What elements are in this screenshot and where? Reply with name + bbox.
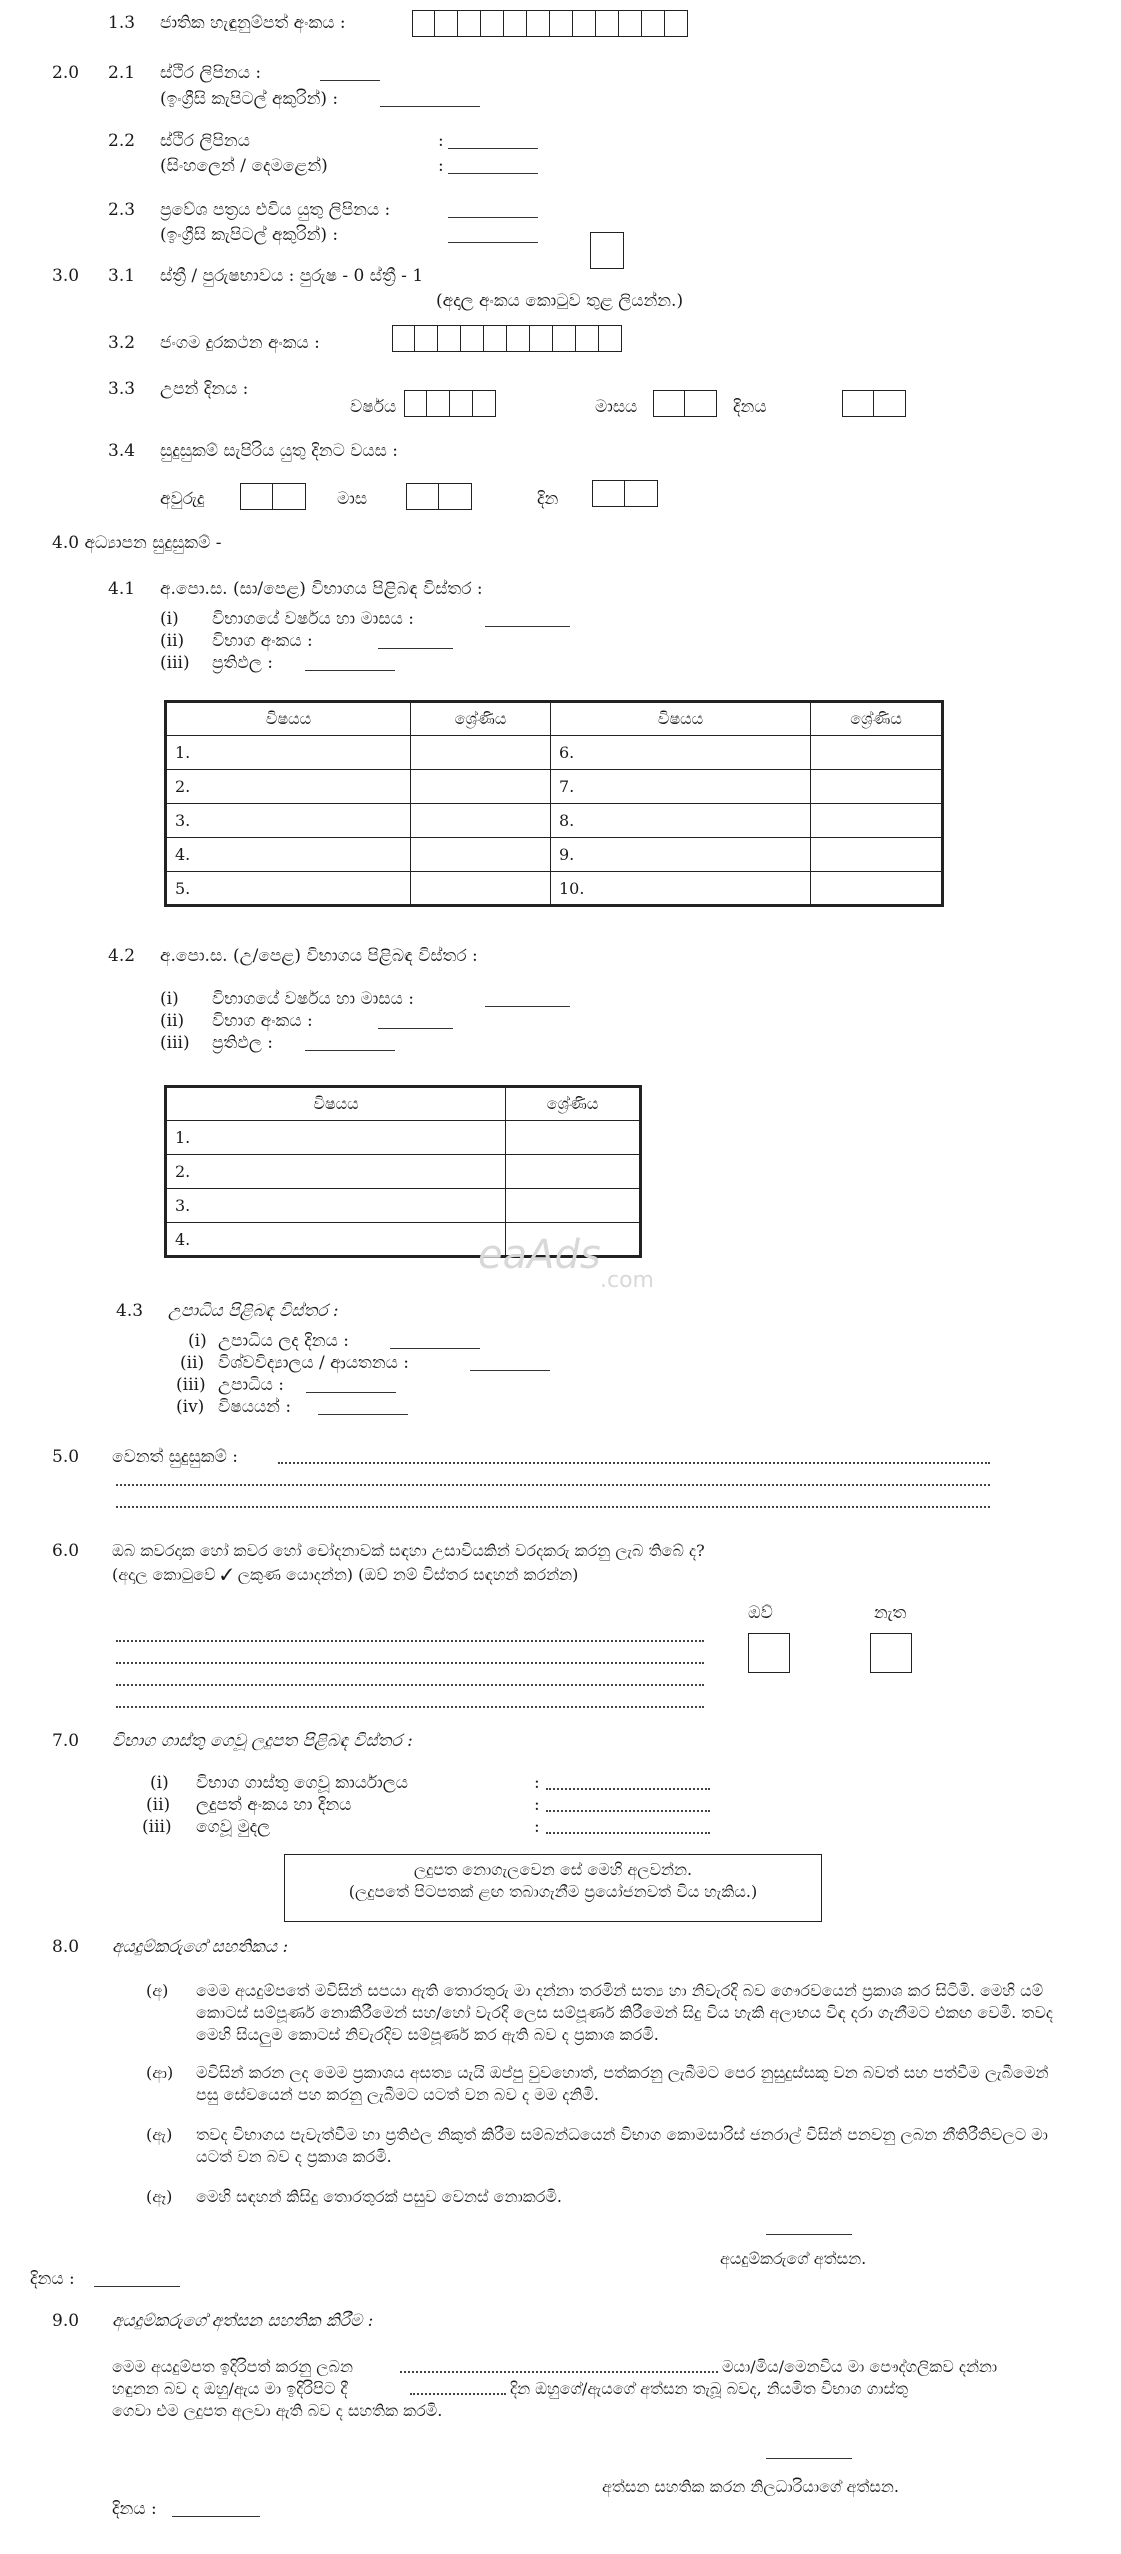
section-3-3-number: 3.3 <box>108 379 136 399</box>
degree-item-num: (iii) <box>176 1375 206 1395</box>
gender-label: ස්ත්‍රී / පුරුෂභාවය : පුරුෂ - 0 ස්ත්‍රී - 1 <box>160 266 424 286</box>
admission-address-label: ප්‍රවේශ පත්‍රය එවිය යුතු ලිපිනය : <box>160 200 391 220</box>
permanent-address-en-line[interactable] <box>320 80 380 81</box>
admission-address-line[interactable] <box>448 217 538 218</box>
other-qualifications-line-2[interactable] <box>116 1484 990 1486</box>
dob-day-label: දිනය <box>733 397 767 417</box>
declaration-item-num: (ඇ) <box>146 2125 173 2144</box>
certification-line-2b: දින ඔහුගේ/ඇයගේ අත්සන තැබූ බවද, නියමිත විභාග ගාස්තු <box>510 2379 908 2398</box>
colon: : <box>534 1795 540 1815</box>
section-6-number: 6.0 <box>52 1541 80 1561</box>
grade-cell[interactable] <box>811 804 943 838</box>
degree-item-num: (iv) <box>176 1397 205 1417</box>
declaration-item-num: (ආ) <box>146 2063 174 2082</box>
section-2-number: 2.0 <box>52 63 80 83</box>
section-5-number: 5.0 <box>52 1447 80 1467</box>
receipt-item-num: (ii) <box>146 1795 171 1815</box>
receipt-number-line[interactable] <box>546 1810 710 1812</box>
section-2-3-number: 2.3 <box>108 200 136 220</box>
table-row <box>166 804 943 838</box>
applicant-signature-label: අයදුම්කරුගේ අත්සන. <box>720 2249 867 2268</box>
receipt-office-line[interactable] <box>546 1788 710 1790</box>
grade-cell[interactable] <box>506 1189 641 1223</box>
grade-cell[interactable] <box>411 736 551 770</box>
certification-label: අයදුම්කරුගේ අත්සන සහතික කිරීම : <box>112 2311 374 2331</box>
conviction-details-line-3[interactable] <box>116 1684 704 1686</box>
subject-cell[interactable]: 10. <box>551 872 811 906</box>
officer-signature-label: අත්සන සහතික කරන නිලධාරියාගේ අත්සන. <box>602 2477 899 2496</box>
certification-date-line[interactable] <box>410 2393 506 2395</box>
ol-index-line[interactable] <box>378 648 453 649</box>
receipt-office-label: විභාග ගාස්තු ගෙවූ කාර්යාලය <box>196 1773 408 1793</box>
mobile-number-boxes[interactable] <box>392 325 622 352</box>
permanent-address-en-line-2[interactable] <box>380 106 480 107</box>
declaration-paragraph: තවද විභාගය පැවැත්වීම හා ප්‍රතිඵල නිකුත් කිරීම සම්බන්ධයෙන් විභාග කොමසාරිස් ජනරාල් විසින් පනවනු ලබන නීතිරීතිවලට මා යටත් වන බව ද ප්‍රකාශ කරමි. <box>196 2125 1048 2166</box>
subject-cell[interactable]: 4. <box>166 1223 506 1257</box>
other-qualifications-line[interactable] <box>278 1462 990 1464</box>
grade-cell[interactable] <box>506 1155 641 1189</box>
colon: : <box>534 1773 540 1793</box>
permanent-address-si-label: ස්ථිර ලිපිනය <box>160 131 250 151</box>
section-4-3-number: 4.3 <box>116 1301 144 1321</box>
grade-cell[interactable] <box>411 872 551 906</box>
section-4-title: 4.0 අධ්‍යාපන සුදුසුකම් - <box>52 533 222 553</box>
dob-label: උපන් දිනය : <box>160 379 249 399</box>
permanent-address-si-line-2[interactable] <box>448 173 538 174</box>
subject-cell[interactable]: 3. <box>166 804 411 838</box>
degree-university-line[interactable] <box>470 1370 550 1371</box>
permanent-address-si-line[interactable] <box>448 148 538 149</box>
subject-cell[interactable]: 6. <box>551 736 811 770</box>
certification-line-3: ගෙවා එම ලදුපත අලවා ඇති බව ද සහතික කරමි. <box>112 2401 443 2420</box>
degree-subjects-line[interactable] <box>318 1414 408 1415</box>
table-header: ශ්‍රේණිය <box>506 1087 641 1121</box>
receipt-amount-label: ගෙවූ මුදල <box>196 1817 271 1837</box>
declaration-item-num: (ඈ) <box>146 2187 173 2206</box>
section-1-3-number: 1.3 <box>108 13 136 33</box>
permanent-address-label: ස්ථිර ලිපිනය : <box>160 63 262 83</box>
table-row <box>166 736 943 770</box>
section-8-number: 8.0 <box>52 1937 80 1957</box>
age-years-label: අවුරුදු <box>160 489 205 509</box>
gender-box[interactable] <box>590 232 624 269</box>
subject-cell[interactable]: 2. <box>166 1155 506 1189</box>
colon: : <box>438 131 444 151</box>
other-qualifications-label: වෙනත් සුදුසුකම් : <box>112 1447 238 1467</box>
ol-exam-label: අ.පො.ස. (සා/පෙළ) විභාගය පිළිබඳ විස්තර : <box>160 579 483 599</box>
admission-address-line-2[interactable] <box>448 242 538 243</box>
watermark-domain: .com <box>600 1268 654 1293</box>
table-header: ශ්‍රේණිය <box>811 702 943 736</box>
table-row <box>166 838 943 872</box>
conviction-details-line-4[interactable] <box>116 1706 704 1708</box>
al-results-line[interactable] <box>305 1050 395 1051</box>
grade-cell[interactable] <box>411 838 551 872</box>
section-4-2-number: 4.2 <box>108 946 136 966</box>
al-exam-year-label: විභාගයේ වර්ෂය හා මාසය : <box>212 989 414 1009</box>
section-4-1-number: 4.1 <box>108 579 136 599</box>
degree-item-num: (ii) <box>180 1353 205 1373</box>
al-results-label: ප්‍රතිඵල : <box>212 1033 273 1053</box>
colon: : <box>438 156 444 176</box>
section-3-number: 3.0 <box>52 266 80 286</box>
subject-cell[interactable]: 1. <box>166 1121 506 1155</box>
subject-cell[interactable]: 9. <box>551 838 811 872</box>
age-months-label: මාස <box>337 489 368 509</box>
certification-line-1a: මෙම අයදුම්පත ඉදිරිපත් කරනු ලබන <box>112 2357 353 2376</box>
declaration-date-line[interactable] <box>94 2286 180 2287</box>
grade-cell[interactable] <box>811 838 943 872</box>
conviction-details-line[interactable] <box>116 1640 704 1642</box>
grade-cell[interactable] <box>411 770 551 804</box>
grade-cell[interactable] <box>811 770 943 804</box>
al-exam-year-line[interactable] <box>485 1006 570 1007</box>
officer-signature-line[interactable] <box>766 2458 852 2459</box>
subject-cell[interactable]: 4. <box>166 838 411 872</box>
ol-exam-year-label: විභාගයේ වර්ෂය හා මාසය : <box>212 609 414 629</box>
receipt-paste-note: ලදුපත නොගැලවෙන සේ මෙහි අලවන්න. <box>413 1860 693 1879</box>
dob-year-label: වර්ෂය <box>350 397 397 417</box>
age-days-label: දින <box>537 489 559 509</box>
yes-checkbox[interactable] <box>748 1633 790 1673</box>
subject-cell[interactable]: 1. <box>166 736 411 770</box>
age-years-boxes[interactable] <box>240 483 306 510</box>
age-label: සුදුසුකම් සැපිරිය යුතු දිනට වයස : <box>160 441 399 461</box>
declaration-item-num: (අ) <box>146 1981 169 2000</box>
dob-day-boxes[interactable] <box>842 390 906 417</box>
applicant-declaration-label: අයදුම්කරුගේ සහතිකය : <box>112 1937 289 1957</box>
conviction-question: ඔබ කවරදාක හෝ කවර හෝ චෝදනාවක් සඳහා උසාවියකින් වරදකරු කරනු ලැබ තිබේ ද? <box>112 1541 705 1560</box>
ol-item-num: (iii) <box>160 653 190 673</box>
section-9-number: 9.0 <box>52 2311 80 2331</box>
section-7-number: 7.0 <box>52 1731 80 1751</box>
other-qualifications-line-3[interactable] <box>116 1506 990 1508</box>
no-label: නැත <box>874 1603 907 1623</box>
al-index-line[interactable] <box>378 1028 453 1029</box>
conviction-instruction: (අදාල කොටුවේ ✓ ලකුණ යොදන්න) (ඔව් නම් විස්තර සඳහන් කරන්න) <box>112 1565 579 1584</box>
certification-date-field[interactable] <box>172 2516 260 2517</box>
table-row <box>166 1189 641 1223</box>
watermark-logo: eaAds <box>478 1232 601 1278</box>
declaration-paragraph: මෙම අයදුම්පතේ මවිසින් සපයා ඇති තොරතුරු මා දන්නා තරමින් සත්‍ය හා නිවැරදි බව ගෞරවයෙන් ප්‍රකාශ කර සිටිමි. මෙහි යම් කොටස් සම්පූර්ණ නොකිරීමෙන් සහ/හෝ වැරදි ලෙස සම්පූර්ණ කිරීමෙන් සිදු විය හැකි අලාභය විඳ දරා ගැනීමට එකඟ වෙමි. තවද මෙහි සියලුම කොටස් නිවැරදිව සම්පූර්ණ කර ඇති බව ද ප්‍රකාශ කරමි. <box>196 1981 1053 2044</box>
al-item-num: (iii) <box>160 1033 190 1053</box>
al-item-num: (i) <box>160 989 179 1009</box>
permanent-address-en-hint: (ඉංග්‍රීසි කැපිටල් අකුරින්) : <box>160 89 339 109</box>
mobile-label: ජංගම දුරකථන අංකය : <box>160 333 320 353</box>
ol-item-num: (ii) <box>160 631 185 651</box>
certification-line-1b: මයා/මිය/මෙනවිය මා පෞද්ගලිකව දන්නා <box>722 2357 998 2376</box>
al-item-num: (ii) <box>160 1011 185 1031</box>
nic-number-boxes[interactable] <box>412 10 688 37</box>
subject-cell[interactable]: 5. <box>166 872 411 906</box>
subject-cell[interactable]: 3. <box>166 1189 506 1223</box>
degree-date-line[interactable] <box>390 1348 480 1349</box>
yes-label: ඔව් <box>748 1603 773 1623</box>
degree-subjects-label: විෂයයන් : <box>218 1397 292 1417</box>
table-row <box>166 770 943 804</box>
table-header: විෂයය <box>551 702 811 736</box>
declaration-date-label: දිනය : <box>30 2269 75 2289</box>
table-header: ශ්‍රේණිය <box>411 702 551 736</box>
ol-results-label: ප්‍රතිඵල : <box>212 653 273 673</box>
certification-date-label: දිනය : <box>112 2499 157 2519</box>
grade-cell[interactable] <box>506 1121 641 1155</box>
ol-results-line[interactable] <box>305 670 395 671</box>
dob-month-label: මාසය <box>595 397 638 417</box>
degree-date-label: උපාධිය ලද දිනය : <box>218 1331 349 1351</box>
receipt-item-num: (iii) <box>142 1817 172 1837</box>
declaration-paragraph: මෙහි සඳහන් කිසිදු තොරතුරක් පසුව වෙනස් නොකරමි. <box>196 2187 562 2206</box>
degree-university-label: විශ්වවිද්‍යාලය / ආයතනය : <box>218 1353 410 1373</box>
section-2-1-number: 2.1 <box>108 63 136 83</box>
certification-line-2a: හඳුනන බව ද ඔහු/ඇය මා ඉදිරිපිට දී <box>112 2379 348 2398</box>
section-2-2-number: 2.2 <box>108 131 136 151</box>
subject-cell[interactable]: 2. <box>166 770 411 804</box>
receipt-label: විභාග ගාස්තු ගෙවූ ලදුපත පිළිබඳ විස්තර : <box>112 1731 413 1751</box>
receipt-paste-box[interactable] <box>284 1854 822 1922</box>
table-row <box>166 872 943 906</box>
subject-cell[interactable]: 7. <box>551 770 811 804</box>
receipt-amount-line[interactable] <box>546 1832 710 1834</box>
certification-name-line[interactable] <box>400 2371 718 2373</box>
degree-name-line[interactable] <box>306 1392 396 1393</box>
grade-cell[interactable] <box>811 736 943 770</box>
conviction-details-line-2[interactable] <box>116 1662 704 1664</box>
table-row <box>166 1121 641 1155</box>
age-months-boxes[interactable] <box>406 483 472 510</box>
al-exam-label: අ.පො.ස. (උ/පෙළ) විභාගය පිළිබඳ විස්තර : <box>160 946 478 966</box>
dob-year-boxes[interactable] <box>404 390 496 417</box>
declaration-paragraph: මවිසින් කරන ලද මෙම ප්‍රකාශය අසත්‍ය යැයි ඔප්පු වුවහොත්, පත්කරනු ලැබීමට පෙර නුසුදුස්සකු වන බවත් සහ පත්වීම ලැබීමෙන් පසු සේවයෙන් පහ කරනු ලැබීමට යටත් වන බව ද මම දනිමි. <box>196 2063 1049 2104</box>
table-header: විෂයය <box>166 1087 506 1121</box>
nic-label: ජාතික හැඳුනුම්පත් අංකය : <box>160 13 346 33</box>
ol-exam-year-line[interactable] <box>485 626 570 627</box>
colon: : <box>534 1817 540 1837</box>
gender-note: (අදාල අංකය කොටුව තුළ ලියන්න.) <box>436 291 684 311</box>
permanent-address-si-hint: (සිංහලෙන් / දෙමළෙන්) <box>160 156 328 176</box>
section-3-1-number: 3.1 <box>108 266 136 286</box>
degree-name-label: උපාධිය : <box>218 1375 285 1395</box>
grade-cell[interactable] <box>811 872 943 906</box>
ol-index-label: විභාග අංකය : <box>212 631 313 651</box>
receipt-paste-hint: (ලදුපතේ පිටපතක් ළඟ තබාගැනීම ප්‍රයෝජනවත් විය හැකිය.) <box>348 1882 758 1901</box>
ol-results-table <box>164 700 944 907</box>
table-row <box>166 1155 641 1189</box>
age-days-boxes[interactable] <box>592 480 658 507</box>
dob-month-boxes[interactable] <box>653 390 717 417</box>
al-index-label: විභාග අංකය : <box>212 1011 313 1031</box>
receipt-number-label: ලදුපත් අංකය හා දිනය <box>196 1795 352 1815</box>
applicant-signature-line[interactable] <box>766 2234 852 2235</box>
degree-label: උපාධිය පිළිබඳ විස්තර : <box>168 1301 339 1321</box>
degree-item-num: (i) <box>188 1331 207 1351</box>
grade-cell[interactable] <box>411 804 551 838</box>
section-3-2-number: 3.2 <box>108 333 136 353</box>
no-checkbox[interactable] <box>870 1633 912 1673</box>
ol-item-num: (i) <box>160 609 179 629</box>
section-3-4-number: 3.4 <box>108 441 136 461</box>
admission-address-hint: (ඉංග්‍රීසි කැපිටල් අකුරින්) : <box>160 225 339 245</box>
table-header: විෂයය <box>166 702 411 736</box>
receipt-item-num: (i) <box>150 1773 169 1793</box>
subject-cell[interactable]: 8. <box>551 804 811 838</box>
